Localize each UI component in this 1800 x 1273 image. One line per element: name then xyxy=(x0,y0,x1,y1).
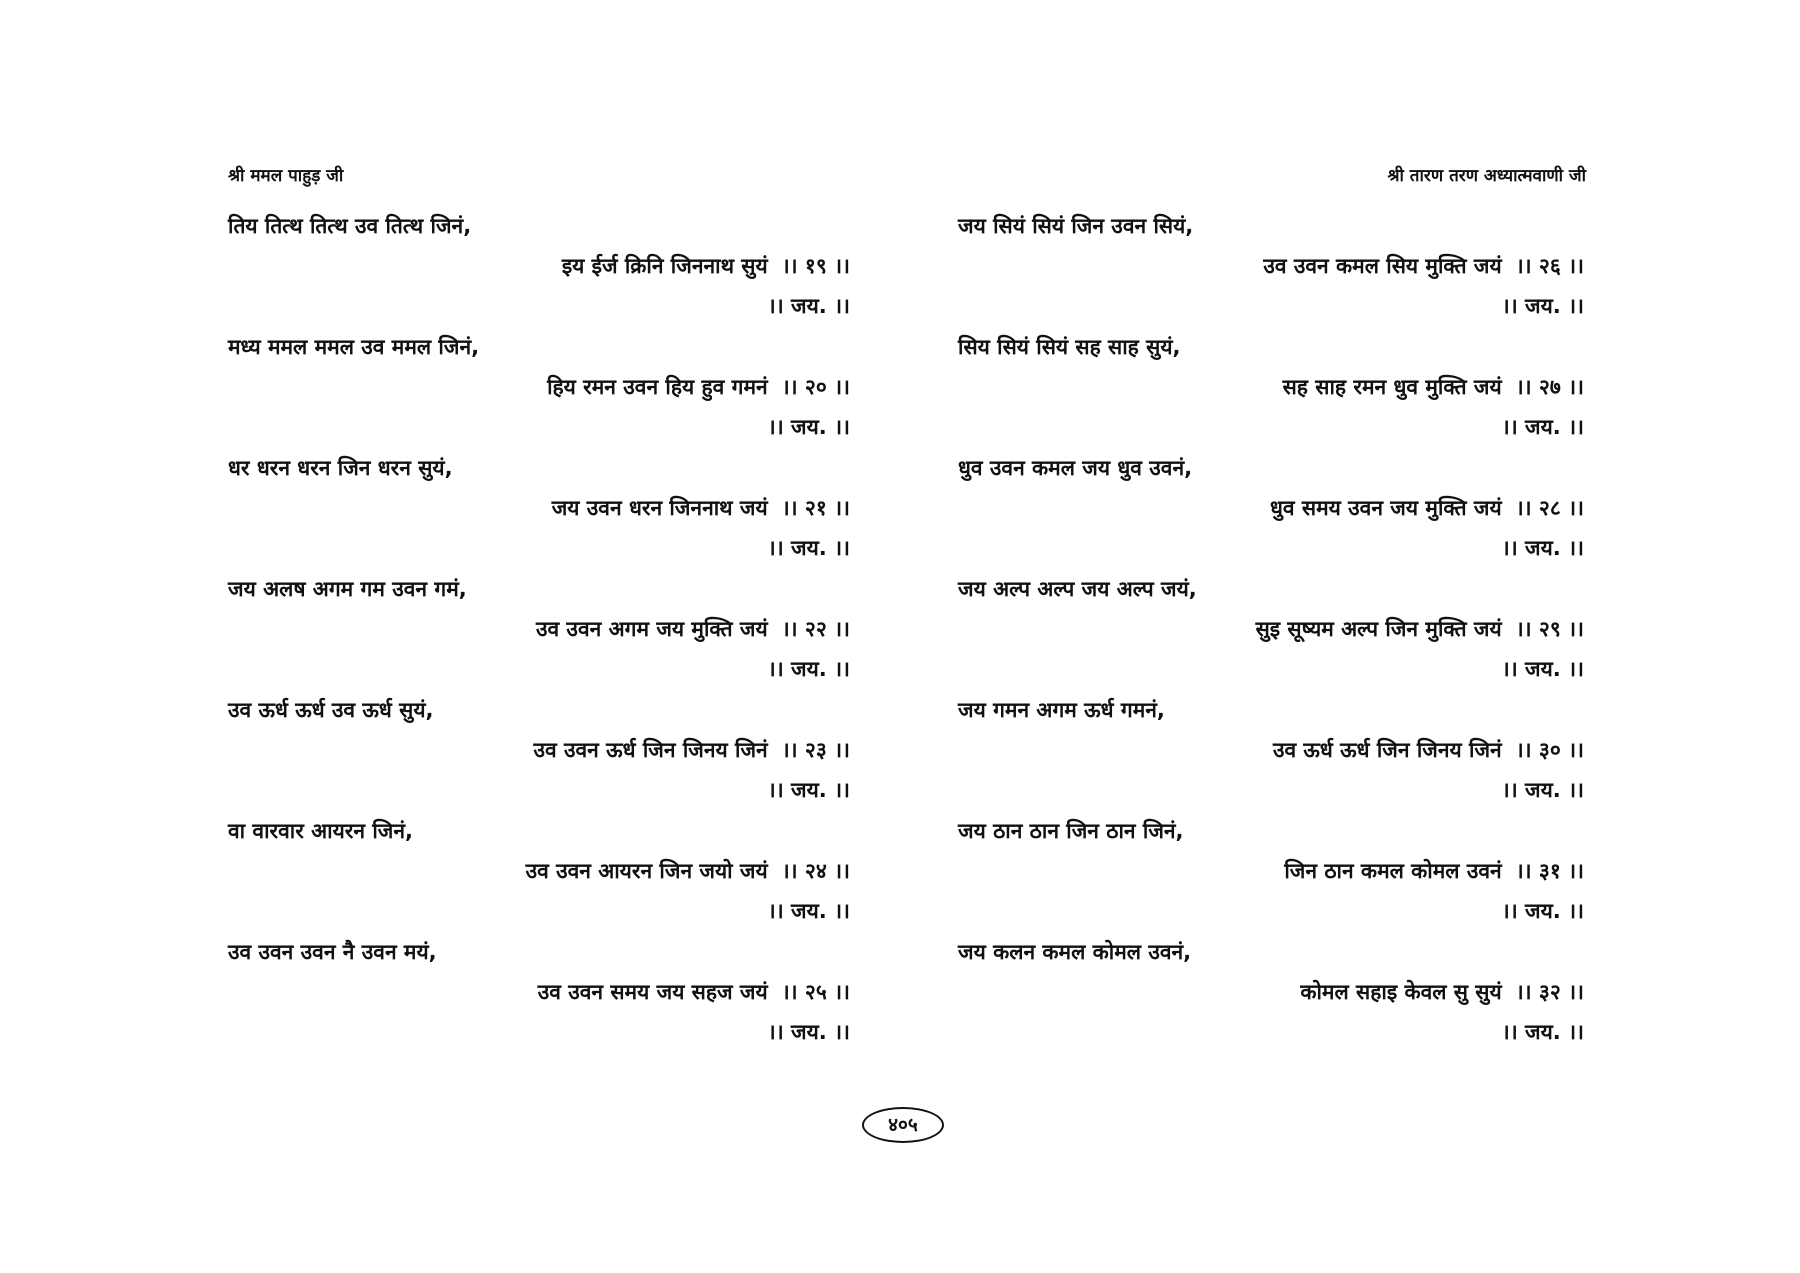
verse-number: ।। २१ ।। xyxy=(781,496,850,520)
verse-line-2-text: उव उवन अगम जय मुक्ति जयं xyxy=(535,617,768,641)
verse-number: ।। ३० ।। xyxy=(1515,738,1584,762)
verse-line-2-text: इय ईर्ज क्रिनि जिननाथ सुयं xyxy=(561,254,768,278)
refrain-line xyxy=(228,407,850,447)
verse-line-2-text: उव उवन आयरन जिन जयो जयं xyxy=(525,859,768,883)
verse-line-2 xyxy=(228,246,850,286)
verse-line-2-text: सह साह रमन धुव मुक्ति जयं xyxy=(1282,375,1502,399)
verse-line-2 xyxy=(958,730,1584,770)
verse-line-2 xyxy=(228,488,850,528)
verse-number: ।। २४ ।। xyxy=(781,859,850,883)
verse-line-2 xyxy=(958,851,1584,891)
refrain-text: ।। जय. ।। xyxy=(1501,899,1584,923)
verse xyxy=(958,690,1584,811)
verse-line-1: मध्य ममल ममल उव ममल जिनं, xyxy=(228,335,480,359)
verse-number: ।। ३२ ।। xyxy=(1515,980,1584,1004)
refrain-line xyxy=(228,286,850,326)
verse-line-1: जय कलन कमल कोमल उवनं, xyxy=(958,940,1192,964)
verse xyxy=(958,811,1584,932)
refrain-line xyxy=(228,891,850,931)
verse xyxy=(958,932,1584,1053)
verse-line-2-text: उव ऊर्ध ऊर्ध जिन जिनय जिनं xyxy=(1272,738,1502,762)
refrain-line xyxy=(958,770,1584,810)
refrain-text: ।। जय. ।। xyxy=(1501,294,1584,318)
verse-line-2 xyxy=(228,367,850,407)
verse-number: ।। २३ ।। xyxy=(781,738,850,762)
verse-line-2-text: धुव समय उवन जय मुक्ति जयं xyxy=(1270,496,1502,520)
verse-line-2 xyxy=(958,609,1584,649)
verse-line-2-text: सुइ सूष्यम अल्प जिन मुक्ति जयं xyxy=(1255,617,1502,641)
refrain-text: ।। जय. ।। xyxy=(1501,1020,1584,1044)
verse-line-2 xyxy=(228,609,850,649)
refrain-text: ।। जय. ।। xyxy=(767,1020,850,1044)
verse-line-1: जय अल्प अल्प जय अल्प जयं, xyxy=(958,577,1197,601)
verse-line-1: जय ठान ठान जिन ठान जिनं, xyxy=(958,819,1184,843)
left-column xyxy=(228,206,850,1053)
verse-number: ।। २७ ।। xyxy=(1515,375,1584,399)
verse-number: ।। १९ ।। xyxy=(781,254,850,278)
verse-line-2-text: जिन ठान कमल कोमल उवनं xyxy=(1284,859,1502,883)
refrain-line xyxy=(958,649,1584,689)
refrain-text: ।। जय. ।। xyxy=(767,899,850,923)
refrain-line xyxy=(228,770,850,810)
refrain-line xyxy=(228,649,850,689)
refrain-line xyxy=(958,407,1584,447)
verse-line-2 xyxy=(228,730,850,770)
verse-line-1: तिय तित्थ तित्थ उव तित्थ जिनं, xyxy=(228,214,472,238)
verse-number: ।। २५ ।। xyxy=(781,980,850,1004)
verse xyxy=(228,690,850,811)
verse-number: ।। २९ ।। xyxy=(1515,617,1584,641)
verse-line-2-text: कोमल सहाइ केवल सु सुयं xyxy=(1300,980,1502,1004)
verse-number: ।। ३१ ।। xyxy=(1515,859,1584,883)
verse-number: ।। २२ ।। xyxy=(781,617,850,641)
running-header-right: श्री तारण तरण अध्यात्मवाणी जी xyxy=(1387,166,1586,186)
verse xyxy=(228,569,850,690)
verse-line-2-text: जय उवन धरन जिननाथ जयं xyxy=(551,496,768,520)
verse-line-1: जय सियं सियं जिन उवन सियं, xyxy=(958,214,1194,238)
verse-line-1: वा वारवार आयरन जिनं, xyxy=(228,819,413,843)
verse-line-1: उव ऊर्ध ऊर्ध उव ऊर्ध सुयं, xyxy=(228,698,434,722)
right-column xyxy=(958,206,1584,1053)
verse xyxy=(958,569,1584,690)
page-number: ४०५ xyxy=(862,1107,944,1143)
verse-line-1: सिय सियं सियं सह साह सुयं, xyxy=(958,335,1181,359)
verse-number: ।। २८ ।। xyxy=(1515,496,1584,520)
verse xyxy=(228,932,850,1053)
verse-line-2-text: उव उवन समय जय सहज जयं xyxy=(537,980,768,1004)
running-header-left: श्री ममल पाहुड़ जी xyxy=(228,166,344,186)
refrain-line xyxy=(958,1012,1584,1052)
verse-line-2 xyxy=(958,972,1584,1012)
verse xyxy=(228,811,850,932)
refrain-line xyxy=(958,286,1584,326)
verse-line-1: उव उवन उवन नै उवन मयं, xyxy=(228,940,437,964)
verse-number: ।। २६ ।। xyxy=(1515,254,1584,278)
verse-line-2 xyxy=(958,246,1584,286)
refrain-text: ।। जय. ।। xyxy=(767,294,850,318)
verse-line-2 xyxy=(228,972,850,1012)
refrain-text: ।। जय. ।। xyxy=(767,536,850,560)
refrain-line xyxy=(228,1012,850,1052)
verse-line-2-text: हिय रमन उवन हिय हुव गमनं xyxy=(547,375,768,399)
verse-line-2 xyxy=(228,851,850,891)
refrain-text: ।। जय. ।। xyxy=(1501,657,1584,681)
refrain-text: ।। जय. ।। xyxy=(767,778,850,802)
verse-line-1: धुव उवन कमल जय धुव उवनं, xyxy=(958,456,1193,480)
verse-line-1: धर धरन धरन जिन धरन सुयं, xyxy=(228,456,453,480)
verse xyxy=(958,448,1584,569)
verse-line-2 xyxy=(958,488,1584,528)
refrain-line xyxy=(228,528,850,568)
verse-number: ।। २० ।। xyxy=(781,375,850,399)
verse-line-2-text: उव उवन कमल सिय मुक्ति जयं xyxy=(1263,254,1502,278)
refrain-line xyxy=(958,528,1584,568)
verse-line-2-text: उव उवन ऊर्ध जिन जिनय जिनं xyxy=(533,738,768,762)
refrain-text: ।। जय. ।। xyxy=(1501,536,1584,560)
verse xyxy=(228,206,850,327)
refrain-line xyxy=(958,891,1584,931)
verse xyxy=(228,327,850,448)
verse-line-1: जय गमन अगम ऊर्ध गमनं, xyxy=(958,698,1165,722)
verse-line-1: जय अलष अगम गम उवन गमं, xyxy=(228,577,467,601)
refrain-text: ।। जय. ।। xyxy=(1501,778,1584,802)
refrain-text: ।। जय. ।। xyxy=(767,657,850,681)
refrain-text: ।। जय. ।। xyxy=(1501,415,1584,439)
verse xyxy=(228,448,850,569)
verse xyxy=(958,206,1584,327)
verse xyxy=(958,327,1584,448)
verse-line-2 xyxy=(958,367,1584,407)
refrain-text: ।। जय. ।। xyxy=(767,415,850,439)
